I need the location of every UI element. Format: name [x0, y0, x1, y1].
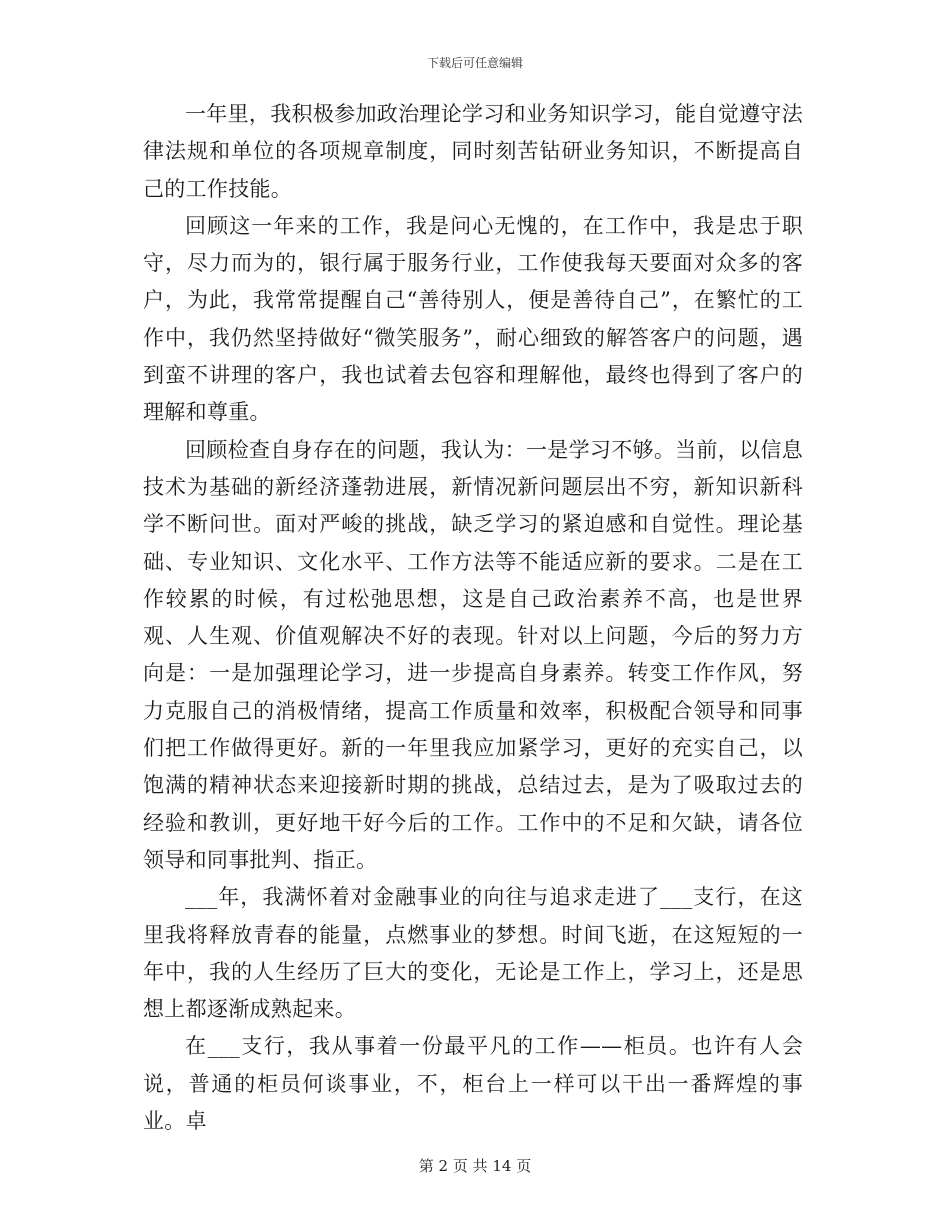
- paragraph: ___年，我满怀着对金融事业的向往与追求走进了___支行，在这里我将释放青春的能量，点燃事业的梦想。时间飞逝，在这短短的一年中，我的人生经历了巨大的变化，无论是工作上，学习上，还是思想上都逐渐成熟起来。: [143, 885, 803, 1022]
- paragraph: 回顾检查自身存在的问题，我认为：一是学习不够。当前，以信息技术为基础的新经济蓬勃进展，新情况新问题层出不穷，新知识新科学不断问世。面对严峻的挑战，缺乏学习的紧迫感和自觉性。理论基础、专业知识、文化水平、工作方法等不能适应新的要求。二是在工作较累的时候，有过松弛思想，这是自己政治素养不高，也是世界观、人生观、价值观解决不好的表现。针对以上问题，今后的努力方向是：一是加强理论学习，进一步提高自身素养。转变工作作风，努力克服自己的消极情绪，提高工作质量和效率，积极配合领导和同事们把工作做得更好。新的一年里我应加紧学习，更好的充实自己，以饱满的精神状态来迎接新时期的挑战，总结过去，是为了吸取过去的经验和教训，更好地干好今后的工作。工作中的不足和欠缺，请各位领导和同事批判、指正。: [143, 437, 803, 872]
- page-number: 第 2 页 共 14 页: [418, 1157, 532, 1175]
- paragraph: 回顾这一年来的工作，我是问心无愧的，在工作中，我是忠于职守，尽力而为的，银行属于服务行业，工作使我每天要面对众多的客户，为此，我常常提醒自己“善待别人，便是善待自己”，在繁忙的工作中，我仍然坚持做好“微笑服务”，耐心细致的解答客户的问题，遇到蛮不讲理的客户，我也试着去包容和理解他，最终也得到了客户的理解和尊重。: [143, 213, 803, 425]
- paragraph: 在___支行，我从事着一份最平凡的工作——柜员。也许有人会说，普通的柜员何谈事业，不，柜台上一样可以干出一番辉煌的事业。卓: [143, 1034, 803, 1134]
- paragraph: 一年里，我积极参加政治理论学习和业务知识学习，能自觉遵守法律法规和单位的各项规章制度，同时刻苦钻研业务知识，不断提高自己的工作技能。: [143, 102, 803, 201]
- page-header-note: 下载后可任意编辑: [426, 56, 523, 70]
- document-body: [143, 96, 803, 1140]
